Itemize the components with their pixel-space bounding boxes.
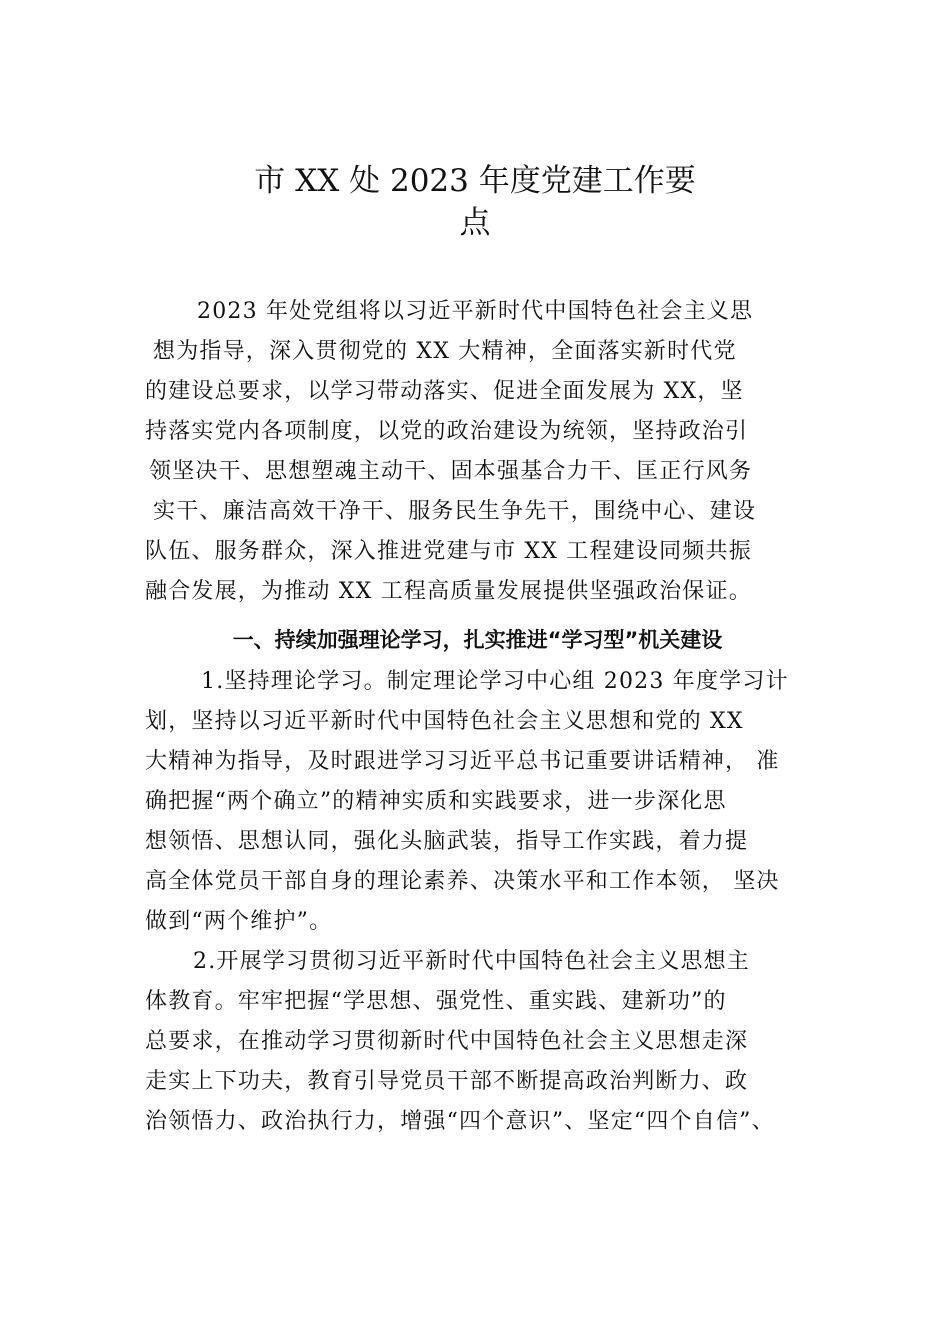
intro-line: 想为指导，深入贯彻党的 XX 大精神，全面落实新时代党	[153, 339, 737, 364]
intro-paragraph	[145, 292, 810, 612]
item-line: 做到“两个维护”。	[145, 909, 333, 934]
section-heading: 一、持续加强理论学习，扎实推进“学习型”机关建设	[232, 628, 723, 652]
item-line: 2.开展学习贯彻习近平新时代中国特色社会主义思想主	[193, 949, 750, 974]
intro-line: 持落实党内各项制度，以党的政治建设为统领，坚持政治引	[145, 419, 749, 444]
intro-line: 实干、廉洁高效干净干、服务民生争先干，围绕中心、建设	[153, 499, 757, 524]
item-line: 走实上下功夫，教育引导党员干部不断提高政治判断力、政	[145, 1069, 749, 1094]
intro-line: 融合发展，为推动 XX 工程高质量发展提供坚强政治保证。	[145, 579, 752, 604]
intro-line: 的建设总要求，以学习带动落实、促进全面发展为 XX，坚	[145, 379, 744, 404]
item-line: 确把握“两个确立”的精神实质和实践要求，进一步深化思	[145, 789, 727, 814]
item-line: 1.坚持理论学习。制定理论学习中心组 2023 年度学习计	[201, 669, 789, 694]
item-line: 体教育。牢牢把握“学思想、强党性、重实践、建新功”的	[145, 989, 727, 1014]
item-line: 总要求，在推动学习贯彻新时代中国特色社会主义思想走深	[145, 1029, 749, 1054]
document-title	[0, 160, 950, 244]
intro-line: 领坚决干、思想塑魂主动干、固本强基合力干、匡正行风务	[149, 459, 753, 484]
item-line: 高全体党员干部自身的理论素养、决策水平和工作本领， 坚决	[145, 869, 780, 894]
intro-line: 队伍、服务群众，深入推进党建与市 XX 工程建设同频共振	[145, 539, 752, 564]
item-line: 大精神为指导，及时跟进学习习近平总书记重要讲话精神， 准	[145, 749, 780, 774]
item-line: 治领悟力、政治执行力，增强“四个意识”、坚定“四个自信”、	[145, 1109, 775, 1134]
item-2-paragraph	[145, 942, 810, 1142]
item-line: 想领悟、思想认同，强化头脑武装，指导工作实践，着力提	[145, 829, 749, 854]
title-line: 市 XX 处 2023 年度党建工作要	[254, 163, 696, 199]
title-line: 点	[459, 205, 491, 241]
intro-line: 2023 年处党组将以习近平新时代中国特色社会主义思	[197, 299, 754, 324]
item-line: 划，坚持以习近平新时代中国特色社会主义思想和党的 XX	[145, 709, 744, 734]
item-1-paragraph	[145, 662, 810, 942]
